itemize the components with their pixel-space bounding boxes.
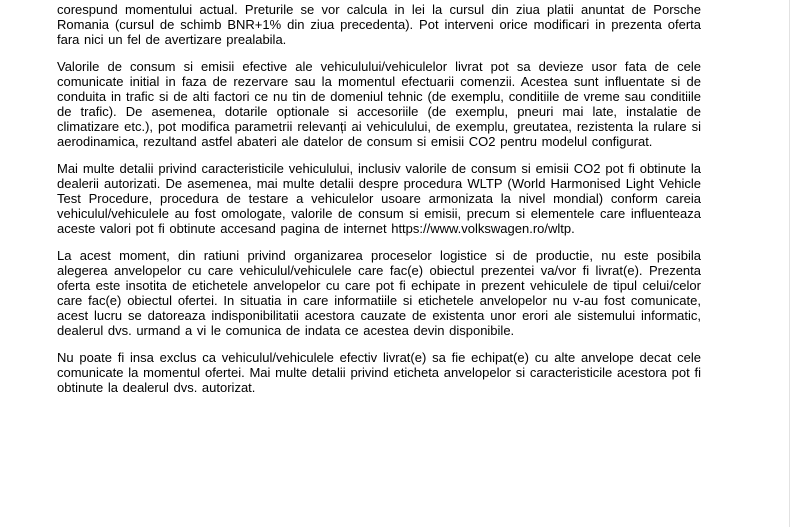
paragraph-tire-labels-availability: La acest moment, din ratiuni privind organizarea proceselor logistice si de productie, nu este posibila alegerea anvelopelor cu care vehiculul/vehiculele care fac(e) obiectul prezentei va/vor fi livrat(e). Prezenta oferta este insotita de etichetele anvelopelor cu care pot fi echipate in prezent vehiculele de tipul celui/celor care fac(e) obiectul ofertei. In situatia in care informatiile si etichetele anvelopelor nu v-au fost comunicate, acest lucru se datoreaza indisponibilitatii acestora cauzate de existenta unor erori ale sistemului informatic, dealerul dvs. urmand a vi le comunica de indata ce acestea devin disponibile. xyxy=(57,248,701,338)
document-text-block xyxy=(57,2,701,407)
paragraph-consumption-emissions-deviation: Valorile de consum si emisii efective ale vehiculului/vehiculelor livrat pot sa devieze usor fata de cele comunicate initial in faza de rezervare sau la momentul efectuarii comenzii. Acestea sunt influentate si de conduita in trafic si de alti factori ce nu tin de domeniul tehnic (de exemplu, conditiile de vreme sau conditiile de trafic). De asemenea, dotarile optionale si accesoriile (de exemplu, pneuri mai late, instalatie de climatizare etc.), pot modifica parametrii relevanți ai vehiculului, de exemplu, greutatea, rezistenta la rulare si aerodinamica, rezultand astfel abateri ale datelor de consum si emisii CO2 pentru modelul configurat. xyxy=(57,59,701,149)
paragraph-wltp-details: Mai multe detalii privind caracteristicile vehiculului, inclusiv valorile de consum si emisii CO2 pot fi obtinute la dealerii autorizati. De asemenea, mai multe detalii despre procedura WLTP (World Harmonised Light Vehicle Test Procedure, procedura de testare a vehiculelor usoare armonizata la nivel mondial) conform careia vehiculul/vehiculele au fost omologate, valorile de consum si emisii, precum si elementele care influenteaza aceste valori pot fi obtinute accesand pagina de internet https://www.volkswagen.ro/wltp. xyxy=(57,161,701,236)
paragraph-price-currency-disclaimer: corespund momentului actual. Preturile se vor calcula in lei la cursul din ziua platii anuntat de Porsche Romania (cursul de schimb BNR+1% din ziua precedenta). Pot interveni orice modificari in prezenta oferta fara nici un fel de avertizare prealabila. xyxy=(57,2,701,47)
paragraph-tire-substitution-notice: Nu poate fi insa exclus ca vehiculul/vehiculele efectiv livrat(e) sa fie echipat(e) cu alte anvelope decat cele comunicate la momentul ofertei. Mai multe detalii privind eticheta anvelopelor si caracteristicile acestora pot fi obtinute la dealerul dvs. autorizat. xyxy=(57,350,701,395)
